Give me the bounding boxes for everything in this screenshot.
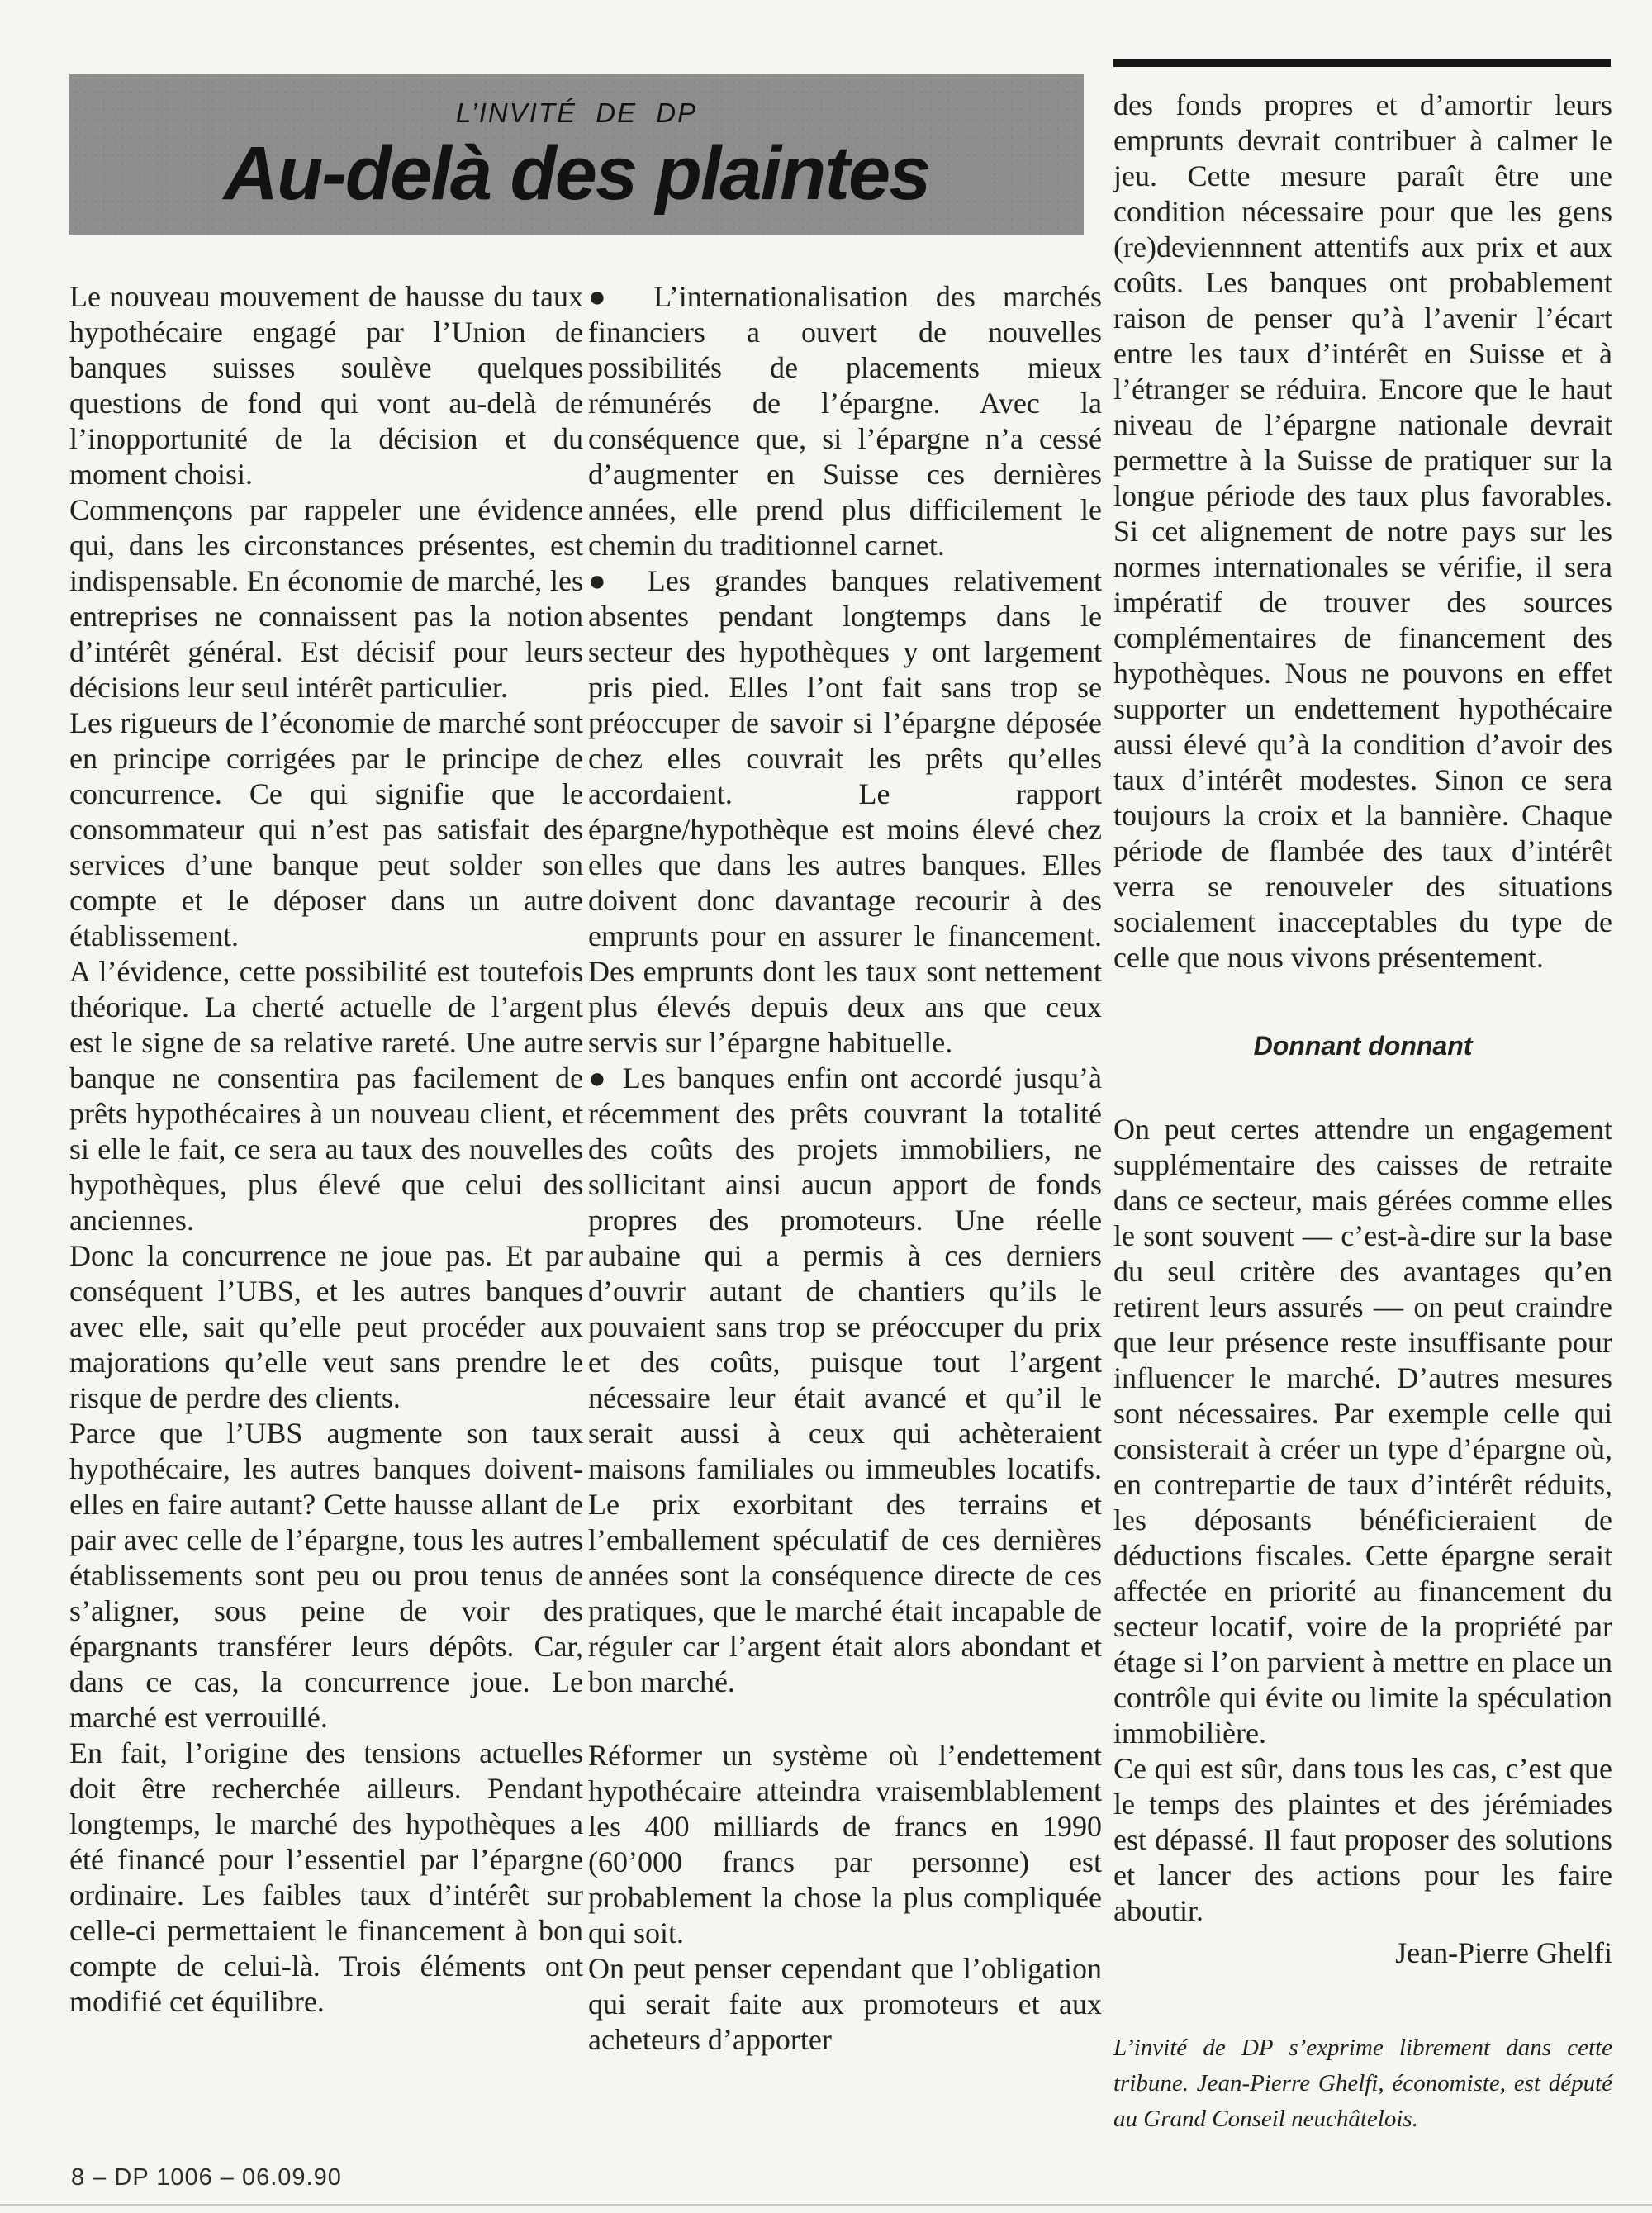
body-paragraph: Donc la concurrence ne joue pas. Et par conséquent l’UBS, et les autres banques avec elle, sait qu’elle peut procéder aux majorations qu’elle veut sans prendre le risque de perdre des clients. xyxy=(69,1239,583,1414)
column3-continuation-paragraphs xyxy=(1113,88,1612,976)
bullet-paragraph: ● Les grandes banques relativement absentes pendant longtemps dans le secteur des hypothèques y ont largement pris pied. Elles l’ont fait sans trop se préoccuper de savoir si l’épargne déposée chez elles couvrait les prêts qu’elles accordaient. Le rapport épargne/hypothèque est moins élevé chez elles que dans les autres banques. Elles doivent donc davantage recourir à des emprunts pour en assurer le financement. Des emprunts dont les taux sont nettement plus élevés depuis deux ans que ceux servis sur l’épargne habituelle. xyxy=(588,564,1102,1059)
body-paragraph: Parce que l’UBS augmente son taux hypothécaire, les autres banques doivent-elles en faire autant? Cette hausse allant de pair avec celle de l’épargne, tous les autres établissements sont peu ou prou tenus de s’aligner, sous peine de voir des épargnants transférer leurs dépôts. Car, dans ce cas, la concurrence joue. Le marché est verrouillé. xyxy=(69,1417,583,1734)
body-paragraph: Réformer un système où l’endettement hypothécaire atteindra vraisemblablement les 400 milliards de francs en 1990 (60’000 francs par personne) est probablement la chose la plus compliquée qui soit. xyxy=(588,1739,1102,1949)
bullet-paragraph: ● Les banques enfin ont accordé jusqu’à récemment des prêts couvrant la totalité des coûts des projets immobiliers, ne sollicitant ainsi aucun apport de fonds propres des promoteurs. Une réelle aubaine qui a permis à ces derniers d’ouvrir autant de chantiers qu’ils le pouvaient sans trop se préoccuper du prix et des coûts, puisque tout l’argent nécessaire leur était avancé et qu’il le serait aussi à ceux qui achèteraient maisons familiales ou immeubles locatifs. Le prix exorbitant des terrains et l’emballement spéculatif de ces dernières années sont la conséquence directe de ces pratiques, que le marché était incapable de réguler car l’argent était alors abondant et bon marché. xyxy=(588,1061,1102,1698)
author-signature: Jean-Pierre Ghelfi xyxy=(1395,1936,1612,1969)
body-paragraph: Les rigueurs de l’économie de marché sont en principe corrigées par le principe de concurrence. Ce qui signifie que le consommateur qui n’est pas satisfait des services d’une banque peut solder son compte et le déposer dans un autre établissement. xyxy=(69,706,583,952)
column3-top-rule xyxy=(1113,59,1611,67)
column2-bullet-paragraphs xyxy=(588,279,1102,1700)
body-paragraph: des fonds propres et d’amortir leurs emprunts devrait contribuer à calmer le jeu. Cette mesure paraît être une condition nécessaire pour que les gens (re)deviennnent attentifs aux prix et aux coûts. Les banques ont probablement raison de penser qu’à l’avenir l’écart entre les taux d’intérêt en Suisse et à l’étranger se réduira. Encore que le haut niveau de l’épargne nationale devrait permettre à la Suisse de pratiquer sur la longue période des taux plus favorables. Si cet alignement de notre pays sur les normes internationales se vérifie, il sera impératif de trouver des sources complémentaires de financement des hypothèques. Nous ne pouvons en effet supporter un endettement hypothécaire aussi élevé qu’à la condition d’avoir des taux d’intérêt modestes. Sinon ce sera toujours la croix et la bannière. Chaque période de flambée des taux d’intérêt verra se renouveler des situations socialement inacceptables du type de celle que nous vivons présentement. xyxy=(1113,88,1612,974)
column1-paragraphs xyxy=(69,279,583,2020)
body-paragraph: A l’évidence, cette possibilité est toutefois théorique. La cherté actuelle de l’argent est le signe de sa relative rareté. Une autre banque ne consentira pas facilement de prêts hypothécaires à un nouveau client, et si elle le fait, ce sera au taux des nouvelles hypothèques, plus élevé que celui des anciennes. xyxy=(69,955,583,1237)
scan-edge-artifact xyxy=(0,2204,1652,2206)
body-paragraph: On peut certes attendre un engagement supplémentaire des caisses de retraite dans ce secteur, mais gérées comme elles le sont souvent — c’est-à-dire sur la base du seul critère des avantages qu’en retirent leurs assurés — on peut craindre que leur présence reste insuffisante pour influencer le marché. D’autres mesures sont nécessaires. Par exemple celle qui consisterait à créer un type d’épargne où, en contrepartie de taux d’intérêt réduits, les déposants bénéficieraient de déductions fiscales. Cette épargne serait affectée en priorité au financement du secteur locatif, voire de la propriété par étage si l’on parvient à mettre en place un contrôle qui évite ou limite la spéculation immobilière. xyxy=(1113,1113,1612,1750)
subheading-donnant-donnant: Donnant donnant xyxy=(1253,1031,1473,1061)
body-paragraph: En fait, l’origine des tensions actuelles doit être recherchée ailleurs. Pendant longtemps, le marché des hypothèques a été financé pour l’essentiel par l’épargne ordinaire. Les faibles taux d’intérêt sur celle-ci permettaient le financement à bon compte de celui-là. Trois éléments ont modifié cet équilibre. xyxy=(69,1736,583,2018)
column-1 xyxy=(69,279,583,2020)
article-title: Au-delà des plaintes xyxy=(223,131,930,216)
body-paragraph: Le nouveau mouvement de hausse du taux hypothécaire engagé par l’Union de banques suisses soulève quelques questions de fond qui vont au-delà de l’inopportunité de la décision et du moment choisi. xyxy=(69,280,583,491)
article-header-box xyxy=(69,74,1084,235)
column2-closing-paragraphs xyxy=(588,1738,1102,2058)
body-paragraph: On peut penser cependant que l’obligation qui serait faite aux promoteurs et aux acheteurs d’apporter xyxy=(588,1952,1102,2056)
body-paragraph: Commençons par rappeler une évidence qui, dans les circonstances présentes, est indispensable. En économie de marché, les entreprises ne connaissent pas la notion d’intérêt général. Est décisif pour leurs décisions leur seul intérêt particulier. xyxy=(69,493,583,704)
page-footer-imprint: 8 – DP 1006 – 06.09.90 xyxy=(71,2164,342,2191)
column-2 xyxy=(588,279,1102,2058)
column-3 xyxy=(1113,88,1612,2137)
bullet-paragraph: ● L’internationalisation des marchés financiers a ouvert de nouvelles possibilités de placements mieux rémunérés de l’épargne. Avec la conséquence que, si l’épargne n’a cessé d’augmenter en Suisse ces dernières années, elle prend plus difficilement le chemin du traditionnel carnet. xyxy=(588,280,1102,562)
section-kicker: L’INVITÉ DE DP xyxy=(455,97,698,128)
column3-final-paragraphs xyxy=(1113,1112,1612,1929)
paragraph-gap xyxy=(588,1700,1102,1738)
body-paragraph: Ce qui est sûr, dans tous les cas, c’est que le temps des plaintes et des jérémiades est dépassé. Il faut proposer des solutions et lancer des actions pour les faire aboutir. xyxy=(1113,1752,1612,1927)
editorial-footnote: L’invité de DP s’exprime librement dans cette tribune. Jean-Pierre Ghelfi, économiste, est député au Grand Conseil neuchâtelois. xyxy=(1113,2035,1612,2132)
